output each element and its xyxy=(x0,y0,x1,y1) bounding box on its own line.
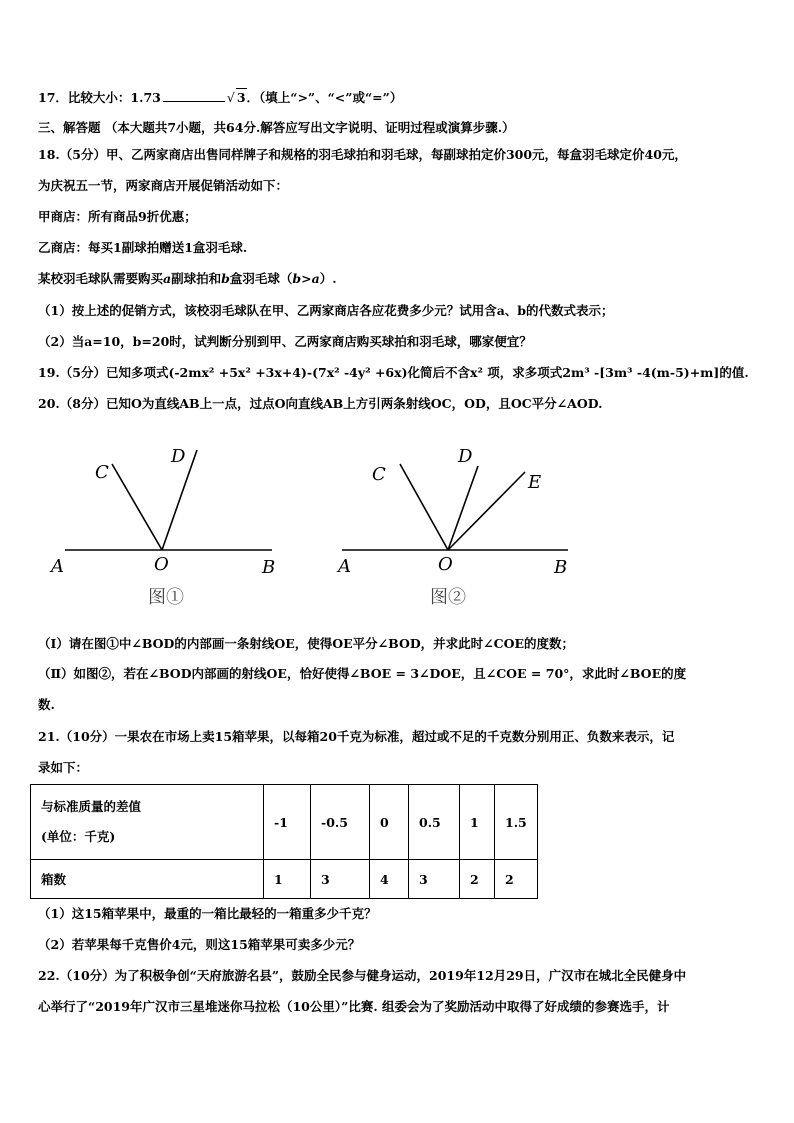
label-a: A xyxy=(51,556,64,577)
var-b: b xyxy=(221,271,230,286)
q17-text-b: ．（填上“>”、“<”或“=”） xyxy=(246,90,403,105)
label-c: C xyxy=(372,464,386,485)
table-cell: 4 xyxy=(370,860,409,899)
q21-part-1: （1）这15箱苹果中，最重的一箱比最轻的一箱重多少千克？ xyxy=(38,906,377,921)
label-d: D xyxy=(171,446,186,467)
ray-oc xyxy=(400,464,448,550)
q18-line-3: 甲商店：所有商品9折优惠； xyxy=(38,209,197,224)
q18-l5-part: ）. xyxy=(319,271,337,286)
q20-part-1: （Ⅰ）请在图①中∠BOD的内部画一条射线OE，使得OE平分∠BOD，并求此时∠COE的度数； xyxy=(38,636,575,651)
figure-1-caption: 图① xyxy=(148,587,184,608)
table-header-cell xyxy=(31,785,264,860)
q21-part-2: （2）若苹果每千克售价4元，则这15箱苹果可卖多少元？ xyxy=(38,937,361,952)
figure-1 xyxy=(40,436,290,616)
table-cell: 2 xyxy=(495,860,538,899)
q18-line-1: 18.（5分）甲、乙两家商店出售同样牌子和规格的羽毛球拍和羽毛球，每副球拍定价300元，每盒羽毛球定价40元， xyxy=(38,147,687,162)
q18-part-2: （2）当a=10，b=20时，试判断分别到甲、乙两家商店购买球拍和羽毛球，哪家便宜？ xyxy=(38,334,532,349)
weight-table xyxy=(30,784,538,899)
figure-2 xyxy=(330,436,590,616)
label-o: O xyxy=(438,554,453,575)
q22-line-1: 22.（10分）为了积极争创“天府旅游名县”，鼓励全民参与健身运动，2019年12月29日，广汉市在城北全民健身中 xyxy=(38,968,687,983)
table-cell: 1 xyxy=(264,860,311,899)
q18-l5-part: 副球拍和 xyxy=(171,271,222,286)
q18-part-1: （1）按上述的促销方式，该校羽毛球队在甲、乙两家商店各应花费多少元？试用含a、b的代数式表示； xyxy=(38,303,614,318)
q20-part-2-cont: 数. xyxy=(38,697,55,712)
q18-l5-part: 盒羽毛球（ xyxy=(229,271,293,286)
header-line-2: (单位：千克) xyxy=(41,829,116,844)
table-cell: -0.5 xyxy=(311,785,370,860)
var-a: a xyxy=(163,271,172,286)
section-heading: 三、解答题 （本大题共7小题，共64分.解答应写出文字说明、证明过程或演算步骤.） xyxy=(38,120,515,135)
table-cell: 1 xyxy=(460,785,495,860)
inequality: b>a xyxy=(292,271,320,286)
answer-blank xyxy=(163,89,225,102)
table-cell: 0.5 xyxy=(409,785,460,860)
question-17 xyxy=(38,88,402,107)
table-cell: -1 xyxy=(264,785,311,860)
q21-line-1: 21.（10分）一果农在市场上卖15箱苹果，以每箱20千克为标准，超过或不足的千克数分别用正、负数来表示，记 xyxy=(38,729,675,744)
q22-line-2: 心举行了“2019年广汉市三星堆迷你马拉松（10公里）”比赛. 组委会为了奖励活动中取得了好成绩的参赛选手，计 xyxy=(38,999,670,1014)
q18-l5-part: 某校羽毛球队需要购买 xyxy=(38,271,164,286)
table-cell: 0 xyxy=(370,785,409,860)
header-line-1: 与标准质量的差值 xyxy=(41,799,142,814)
radicand: 3 xyxy=(236,90,246,105)
table-row xyxy=(31,860,538,899)
table-cell: 2 xyxy=(460,860,495,899)
ray-oe xyxy=(448,472,525,550)
label-e: E xyxy=(528,472,542,493)
label-o: O xyxy=(154,554,169,575)
q18-line-5 xyxy=(38,270,337,288)
label-b: B xyxy=(262,557,276,578)
q21-line-2: 录如下： xyxy=(38,760,89,775)
q17-text-a: 17．比较大小：1.73 xyxy=(38,90,161,105)
label-a: A xyxy=(338,556,351,577)
figure-2-caption: 图② xyxy=(430,587,466,608)
ray-oc xyxy=(112,464,162,550)
label-b: B xyxy=(554,557,568,578)
table-cell: 1.5 xyxy=(495,785,538,860)
table-row xyxy=(31,785,538,860)
q18-line-4: 乙商店：每买1副球拍赠送1盒羽毛球. xyxy=(38,240,248,255)
table-cell: 3 xyxy=(409,860,460,899)
label-d: D xyxy=(458,446,473,467)
question-19: 19.（5分）已知多项式(-2mx² +5x² +3x+4)-(7x² -4y² +6x)化简后不含x² 项，求多项式2m³ -[3m³ -4(m-5)+m]的值. xyxy=(38,365,749,380)
q20-part-2: （Ⅱ）如图②，若在∠BOD内部画的射线OE，恰好使得∠BOE = 3∠DOE，且∠COE = 70°，求此时∠BOE的度 xyxy=(38,666,687,681)
label-c: C xyxy=(95,462,109,483)
table-row-label: 箱数 xyxy=(31,860,264,899)
sqrt-symbol: √ xyxy=(226,90,235,105)
q18-line-2: 为庆祝五一节，两家商店开展促销活动如下： xyxy=(38,178,289,193)
table-cell: 3 xyxy=(311,860,370,899)
q20-line-1: 20.（8分）已知O为直线AB上一点，过点O向直线AB上方引两条射线OC，OD，且OC平分∠AOD. xyxy=(38,396,603,411)
ray-od xyxy=(448,466,478,550)
